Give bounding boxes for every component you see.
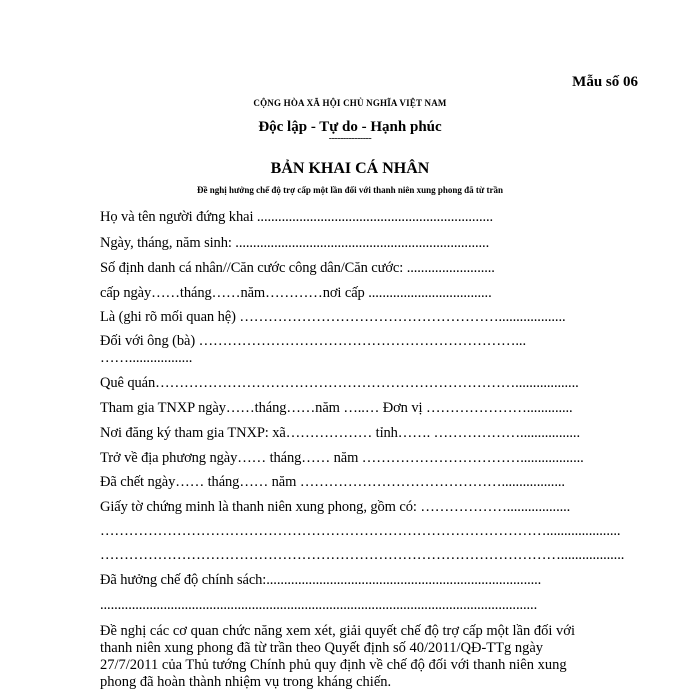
field-relationship[interactable]: Là (ghi rõ mối quan hệ) ………………………………………………...................: [100, 309, 566, 325]
field-policy-received-line-2[interactable]: ............................................................................................................................: [100, 597, 538, 613]
closing-paragraph-line: 27/7/2011 của Thủ tướng Chính phủ quy định về chế độ đối với thanh niên xung: [100, 657, 567, 673]
field-id-issue-date-place[interactable]: cấp ngày……tháng……năm…………nơi cấp ...................................: [100, 285, 492, 301]
field-proof-documents-line-3[interactable]: ……………………………………………………………………………………..................: [100, 547, 625, 563]
document-title: BẢN KHAI CÁ NHÂN: [270, 160, 430, 177]
form-number: Mẫu số 06: [572, 74, 638, 90]
closing-paragraph-line: Đề nghị các cơ quan chức năng xem xét, giải quyết chế độ trợ cấp một lần đối với: [100, 623, 575, 639]
field-registration-place[interactable]: Nơi đăng ký tham gia TNXP: xã……………… tỉnh……. ……………….................: [100, 425, 580, 441]
field-deceased-person[interactable]: Đối với ông (bà) …………………………………………………………...: [100, 333, 526, 349]
field-proof-documents-line-2[interactable]: ………………………………………………………………………………….....................: [100, 523, 621, 539]
field-policy-received[interactable]: Đã hưởng chế độ chính sách:..............................................................................: [100, 572, 542, 588]
field-return-date[interactable]: Trở về địa phương ngày…… tháng…… năm ……………………………..................: [100, 450, 584, 466]
closing-paragraph: [100, 623, 640, 691]
closing-paragraph-line: phong đã hoàn thành nhiệm vụ trong kháng chiến.: [100, 674, 392, 690]
closing-paragraph-line: thanh niên xung phong đã từ trần theo Quyết định số 40/2011/QĐ-TTg ngày: [100, 640, 544, 656]
field-id-number[interactable]: Số định danh cá nhân//Căn cước công dân/Căn cước: .........................: [100, 260, 495, 276]
document-subtitle: Đề nghị hưởng chế độ trợ cấp một lần đối với thanh niên xung phong đã từ trần: [196, 185, 504, 195]
field-deceased-person-continued[interactable]: ……..................: [100, 350, 193, 366]
field-date-of-birth[interactable]: Ngày, tháng, năm sinh: ........................................................................: [100, 235, 490, 251]
field-death-date[interactable]: Đã chết ngày…… tháng…… năm ……………………………………..................: [100, 474, 565, 490]
field-proof-documents[interactable]: Giấy tờ chứng minh là thanh niên xung phong, gồm có: ………………..................: [100, 499, 571, 515]
field-hometown[interactable]: Quê quán…………………………………………………………………..................: [100, 375, 579, 391]
field-tnxp-joined[interactable]: Tham gia TNXP ngày……tháng……năm …..… Đơn vị ………………….............: [100, 400, 573, 416]
national-motto: Độc lập - Tự do - Hạnh phúc: [258, 119, 442, 135]
header-divider: ---------------: [328, 133, 372, 144]
field-full-name[interactable]: Họ và tên người đứng khai ...................................................................: [100, 209, 494, 225]
national-title: CỘNG HÒA XÃ HỘI CHỦ NGHĨA VIỆT NAM: [253, 98, 447, 108]
